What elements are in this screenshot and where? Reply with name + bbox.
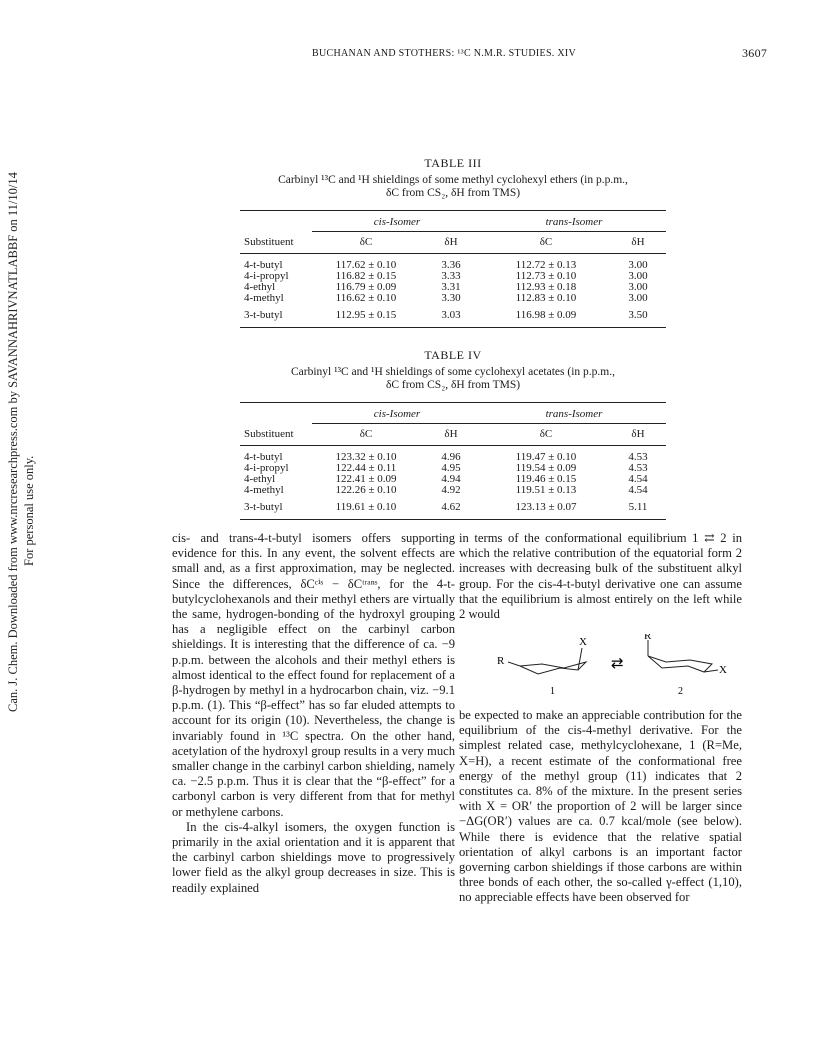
col-substituent: Substituent (244, 235, 294, 248)
chair-2 (648, 656, 712, 672)
cell-cis-c: 116.82 ± 0.15 (335, 270, 397, 282)
col-delta-h-cis: δH (444, 428, 458, 440)
cell-cis-h: 3.31 (441, 281, 461, 293)
table-caption (240, 366, 666, 392)
cell-cis-h: 4.96 (441, 451, 461, 463)
cell-trans-c: 119.47 ± 0.10 (515, 451, 577, 463)
label-x-top: X (579, 636, 587, 648)
compound-number-1: 1 (550, 686, 555, 697)
cell-trans-h: 4.53 (628, 462, 648, 474)
cell-substituent: 4-methyl (244, 292, 284, 304)
paragraph: cis- and trans-4-t-butyl isomers offers supporting evidence for this. In any event, the solvent effects are small and, as a first approximation, may be neglected. Since the differences, δCᶜⁱˢ − δCᵗʳᵃⁿˢ, for the 4-t-butylcyclohexanols and their methyl ethers are virtually the same, hydrogen-bonding of the hydroxyl grouping has a negligible effect on the carbinyl carbon shieldings. It is interesting that the difference of ca. −9 p.p.m. between the alcohols and their methyl ethers is almost identical to the effect found for replacement of a β-hydrogen by methyl in a hydrocarbon chain, viz. −9.1 p.p.m. (1). This “β-effect” has so far eluded attempts to account for its origin (10). Nevertheless, the change is invariably found in ¹³C spectra. On the other hand, acetylation of the hydroxyl group results in a very much smaller change in the carbinyl carbon shielding, namely ca. −2.5 p.p.m. Thus it is clear that the “β-effect” for a carbonyl carbon is very different from that for methyl or methylene carbons. (172, 531, 455, 819)
cell-trans-h: 3.50 (610, 310, 666, 328)
right-column-top (459, 531, 742, 622)
table-iii (240, 156, 666, 328)
cell-cis-h: 4.95 (441, 462, 461, 474)
cell-trans-c: 119.51 ± 0.13 (515, 484, 577, 496)
cell-trans-c: 116.98 ± 0.09 (482, 310, 610, 328)
col-delta-h-cis: δH (444, 236, 458, 248)
cell-substituent: 3-t-butyl (240, 310, 312, 328)
cell-trans-c: 112.93 ± 0.18 (515, 281, 577, 293)
cell-cis-c: 122.44 ± 0.11 (335, 462, 397, 474)
table-row (240, 502, 666, 520)
cell-trans-h: 4.54 (628, 473, 648, 485)
cell-trans-h: 3.00 (628, 270, 648, 282)
cell-trans-c: 123.13 ± 0.07 (482, 502, 610, 520)
cell-trans-h: 4.54 (628, 484, 648, 496)
page-number: 3607 (742, 46, 768, 60)
cell-cis-h: 3.03 (420, 310, 482, 328)
label-x-right: X (719, 664, 727, 676)
right-column-bottom (459, 708, 742, 906)
cell-substituent: 4-t-butyl (244, 451, 283, 463)
col-substituent: Substituent (244, 427, 294, 440)
cell-substituent: 3-t-butyl (240, 502, 312, 520)
running-title: BUCHANAN AND STOTHERS: ¹³C N.M.R. STUDIES. XIV (312, 48, 577, 59)
download-notice: Can. J. Chem. Downloaded from www.nrcresearchpress.com by SAVANNAHRIVNATLABBF on 11/10/14 (6, 172, 20, 712)
cell-cis-c: 116.62 ± 0.10 (335, 292, 397, 304)
cell-substituent: 4-i-propyl (244, 462, 289, 474)
paragraph: In the cis-4-alkyl isomers, the oxygen function is primarily in the axial orientation and it is apparent that the carbinyl carbon shieldings move to progressively lower field as the alkyl group decreases in size. This is readily explained (172, 819, 455, 895)
table-row (240, 485, 666, 496)
cell-trans-c: 119.54 ± 0.09 (515, 462, 577, 474)
cell-substituent: 4-methyl (244, 484, 284, 496)
label-r-left: R (497, 655, 505, 667)
cell-trans-c: 112.83 ± 0.10 (515, 292, 577, 304)
caption-line-2: δC from CS₂, δH from TMS) (385, 379, 521, 391)
cell-cis-c: 117.62 ± 0.10 (335, 259, 397, 271)
col-delta-c-cis: δC (359, 428, 373, 440)
left-column (172, 531, 455, 896)
paragraph: be expected to make an appreciable contribution for the equilibrium of the cis-4-methyl derivative. For the simplest related case, methylcyclohexane, 1 (R=Me, X=H), a recent estimate of the conformational free energy of the methyl group (11) indicates that 2 constitutes ca. 8% of the mixture. In the present series with X = OR′ the proportion of 2 will be larger since −ΔG(OR′) values are ca. 0.7 kcal/mole (see below). While there is evidence that the relative spatial orientation of alkyl carbons is an important factor governing carbon shieldings if those carbons are within three bonds of each other, the so-called γ-effect (1,10), no appreciable effects have been observed for (459, 708, 742, 905)
cell-trans-h: 3.00 (628, 292, 648, 304)
cell-cis-c: 122.41 ± 0.09 (335, 473, 397, 485)
cell-trans-c: 112.73 ± 0.10 (515, 270, 577, 282)
cell-cis-c: 122.26 ± 0.10 (335, 484, 397, 496)
equatorial-bond-1 (508, 662, 520, 666)
cell-trans-h: 3.00 (628, 281, 648, 293)
col-delta-h-trans: δH (631, 428, 645, 440)
cell-cis-c: 112.95 ± 0.15 (312, 310, 420, 328)
cell-cis-h: 3.36 (441, 259, 461, 271)
group-trans-isomer: trans-Isomer (482, 403, 666, 424)
cell-cis-h: 3.33 (441, 270, 461, 282)
group-trans-isomer: trans-Isomer (482, 211, 666, 232)
label-r-top: R (644, 634, 652, 642)
equilibrium-arrow: ⇄ (611, 654, 624, 672)
table-row (240, 310, 666, 328)
compound-number-2: 2 (678, 686, 683, 697)
table-caption (240, 174, 666, 200)
col-delta-c-trans: δC (539, 428, 553, 440)
group-cis-isomer: cis-Isomer (312, 211, 482, 232)
cell-cis-c: 123.32 ± 0.10 (335, 451, 397, 463)
cell-cis-h: 3.30 (441, 292, 461, 304)
caption-line-1: Carbinyl ¹³C and ¹H shieldings of some cyclohexyl acetates (in p.p.m., (291, 366, 615, 378)
cell-trans-c: 119.46 ± 0.15 (515, 473, 577, 485)
cell-cis-h: 4.92 (441, 484, 461, 496)
caption-line-1: Carbinyl ¹³C and ¹H shieldings of some methyl cyclohexyl ethers (in p.p.m., (278, 174, 628, 186)
col-delta-c-cis: δC (359, 236, 373, 248)
col-delta-c-trans: δC (539, 236, 553, 248)
chair-1 (520, 662, 586, 674)
table-row (240, 293, 666, 304)
paragraph: in terms of the conformational equilibrium 1 ⇄ 2 in which the relative contribution of the equatorial form 2 increases with decreasing bulk of the substituent alkyl group. For the cis-4-t-butyl derivative one can assume that the equilibrium is almost entirely on the left while 2 would (459, 531, 742, 622)
cell-substituent: 4-ethyl (244, 473, 276, 485)
data-table (240, 402, 666, 520)
cell-trans-h: 4.53 (628, 451, 648, 463)
cell-trans-h: 5.11 (610, 502, 666, 520)
cell-substituent: 4-i-propyl (244, 270, 289, 282)
data-table (240, 210, 666, 328)
cell-trans-c: 112.72 ± 0.13 (515, 259, 577, 271)
running-header (0, 46, 815, 62)
table-label: TABLE III (424, 156, 482, 170)
cell-cis-c: 116.79 ± 0.09 (335, 281, 397, 293)
cell-substituent: 4-ethyl (244, 281, 276, 293)
personal-use-notice: For personal use only. (22, 455, 36, 566)
table-label: TABLE IV (424, 348, 482, 362)
equilibrium-diagram (490, 634, 740, 704)
cell-cis-c: 119.61 ± 0.10 (312, 502, 420, 520)
conformer-figure (490, 634, 740, 704)
cell-trans-h: 3.00 (628, 259, 648, 271)
cell-cis-h: 4.62 (420, 502, 482, 520)
col-delta-h-trans: δH (631, 236, 645, 248)
cell-cis-h: 4.94 (441, 473, 461, 485)
caption-line-2: δC from CS₂, δH from TMS) (385, 187, 521, 199)
group-cis-isomer: cis-Isomer (312, 403, 482, 424)
table-iv (240, 348, 666, 520)
cell-substituent: 4-t-butyl (244, 259, 283, 271)
